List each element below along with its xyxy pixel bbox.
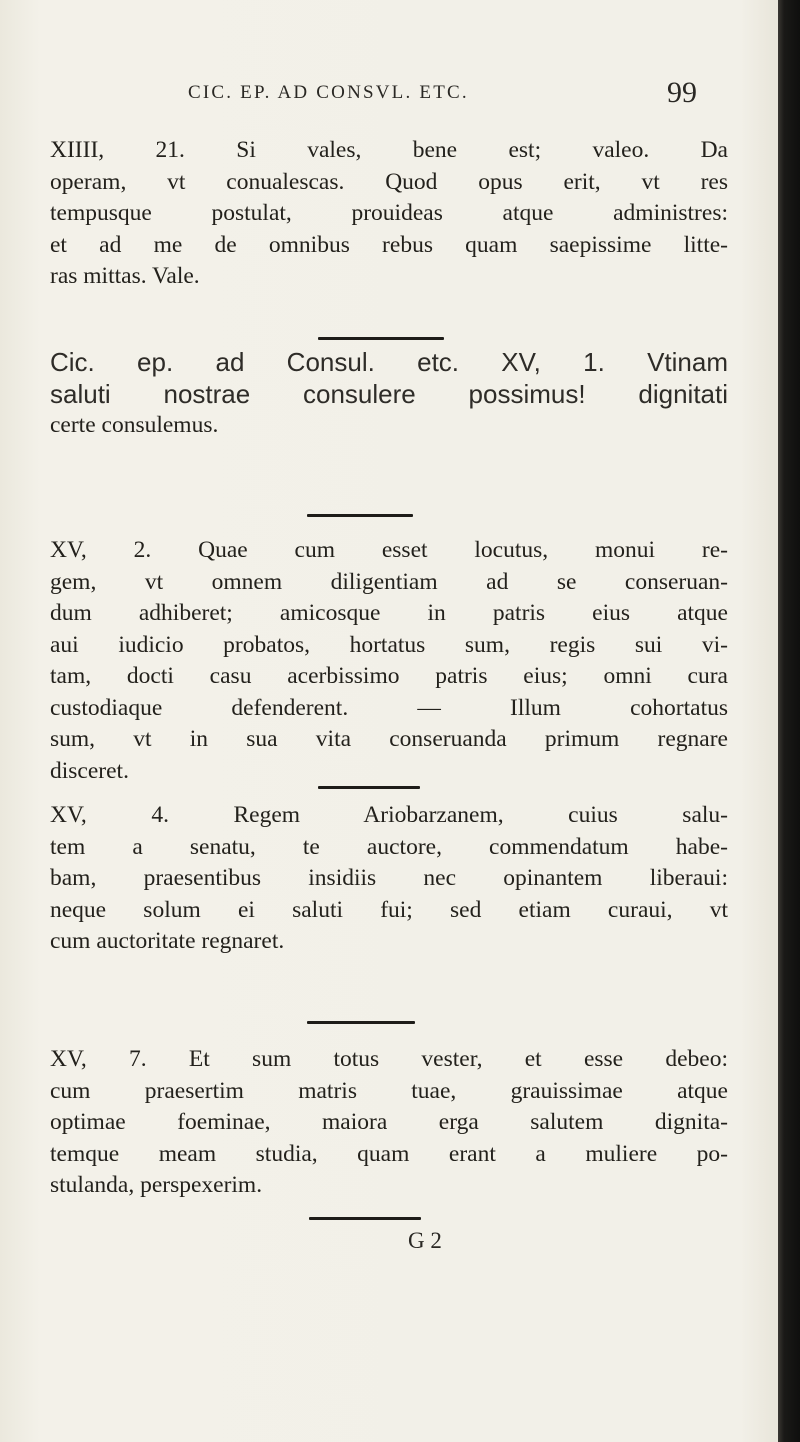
text-line: sum, vt in sua vita conseruanda primum regnare (50, 726, 728, 752)
text-line: ras mittas. Vale. (50, 263, 200, 289)
section-divider (307, 1021, 415, 1024)
text-line: neque solum ei saluti fui; sed etiam curaui, vt (50, 896, 728, 923)
text-line: optimae foeminae, maiora erga salutem dignita- (50, 1109, 728, 1135)
text-line: saluti nostrae consulere possimus! dignitati (50, 378, 728, 409)
text-line: cum praesertim matris tuae, grauissimae atque (50, 1077, 728, 1104)
section-divider (318, 337, 444, 340)
text-line: cum auctoritate regnaret. (50, 928, 285, 954)
text-line: operam, vt conualescas. Quod opus erit, vt res (50, 168, 728, 195)
section-divider (307, 514, 413, 517)
text-line: bam, praesentibus insidiis nec opinantem liberaui: (50, 865, 728, 891)
text-line: XIIII, 21. Si vales, bene est; valeo. Da (50, 137, 728, 163)
section-divider (309, 1217, 421, 1220)
page-binding-edge (778, 0, 800, 1442)
section-divider (318, 786, 420, 789)
page-number: 99 (667, 76, 697, 109)
text-line: tem a senatu, te auctore, commendatum habe- (50, 833, 728, 860)
text-line: tam, docti casu acerbissimo patris eius; omni cura (50, 663, 728, 689)
paragraph-xiiii-21 (50, 135, 728, 293)
paragraph-xv-2 (50, 535, 728, 787)
text-line: certe consulemus. (50, 412, 219, 438)
paragraph-xv-7 (50, 1044, 728, 1202)
text-line: temque meam studia, quam erant a muliere po- (50, 1140, 728, 1167)
running-title: CIC. EP. AD CONSVL. ETC. (188, 82, 469, 103)
paragraph-xv-1 (50, 347, 728, 442)
paragraph-xv-4 (50, 800, 728, 958)
text-line: XV, 7. Et sum totus vester, et esse debeo: (50, 1046, 728, 1072)
text-line: XV, 4. Regem Ariobarzanem, cuius salu- (50, 802, 728, 828)
text-line: stulanda, perspexerim. (50, 1172, 263, 1198)
signature-mark: G 2 (408, 1228, 442, 1253)
text-line: disceret. (50, 757, 129, 784)
text-line: et ad me de omnibus rebus quam saepissime litte- (50, 231, 728, 258)
text-line: XV, 2. Quae cum esset locutus, monui re- (50, 537, 728, 563)
text-line: Cic. ep. ad Consul. etc. XV, 1. Vtinam (50, 347, 728, 377)
text-line: tempusque postulat, prouideas atque administres: (50, 200, 728, 226)
text-line: gem, vt omnem diligentiam ad se conseruan- (50, 568, 728, 595)
text-line: aui iudicio probatos, hortatus sum, regis sui vi- (50, 631, 728, 658)
text-line: custodiaque defenderent. — Illum cohortatus (50, 694, 728, 721)
text-line: dum adhiberet; amicosque in patris eius atque (50, 600, 728, 626)
